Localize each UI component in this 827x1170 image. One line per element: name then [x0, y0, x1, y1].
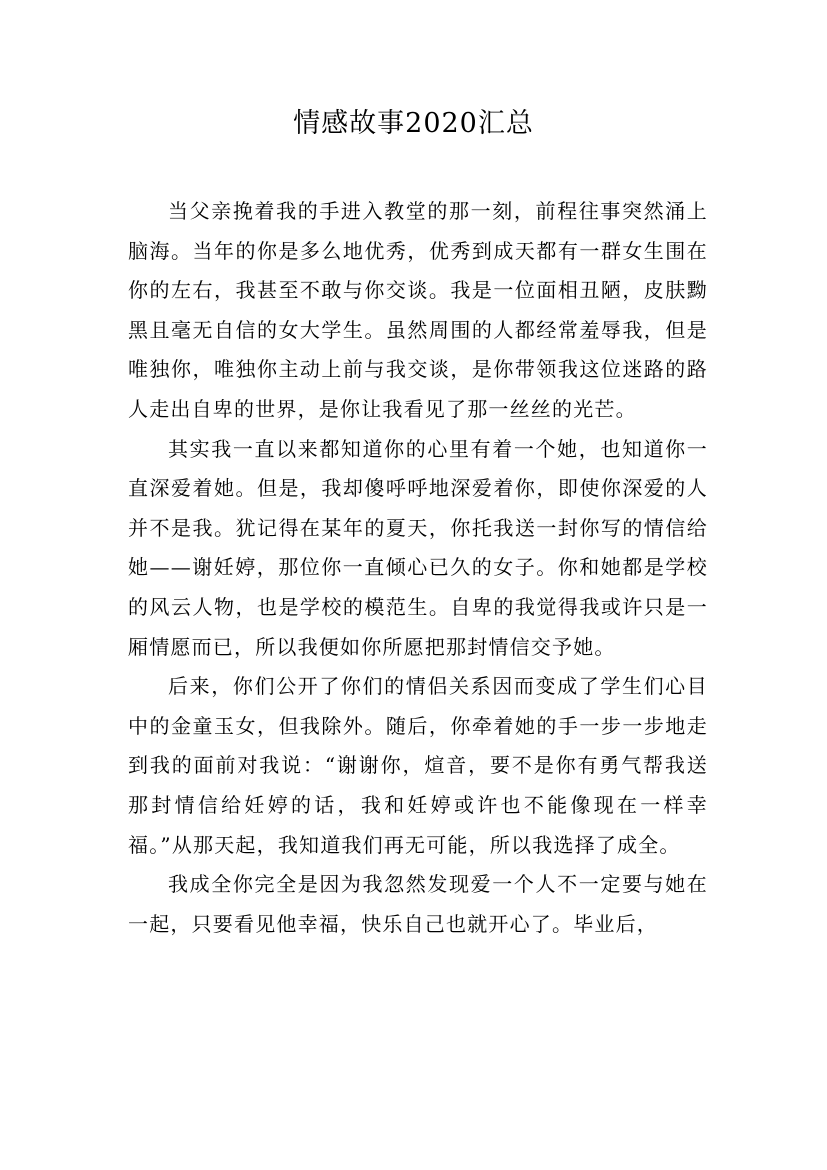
paragraph-4: 我成全你完全是因为我忽然发现爱一个人不一定要与她在一起，只要看见他幸福，快乐自己也就开心了。毕业后， [128, 872, 708, 936]
paragraph-3: 后来，你们公开了你们的情侣关系因而变成了学生们心目中的金童玉女，但我除外。随后，你牵着她的手一步一步地走到我的面前对我说：“谢谢你，煊音，要不是你有勇气帮我送那封情信给妊婷的话，我和妊婷或许也不能像现在一样幸福。”从那天起，我知道我们再无可能，所以我选择了成全。 [128, 674, 708, 857]
document-body [128, 192, 708, 944]
paragraph-1: 当父亲挽着我的手进入教堂的那一刻，前程往事突然涌上脑海。当年的你是多么地优秀，优秀到成天都有一群女生围在你的左右，我甚至不敢与你交谈。我是一位面相丑陋，皮肤黝黑且毫无自信的女大学生。虽然周围的人都经常羞辱我，但是唯独你，唯独你主动上前与我交谈，是你带领我这位迷路的路人走出自卑的世界，是你让我看见了那一丝丝的光芒。 [128, 199, 708, 421]
document-title: 情感故事2020汇总 [293, 108, 534, 139]
paragraph-2: 其实我一直以来都知道你的心里有着一个她，也知道你一直深爱着她。但是，我却傻呼呼地深爱着你，即使你深爱的人并不是我。犹记得在某年的夏天，你托我送一封你写的情信给她——谢妊婷，那位你一直倾心已久的女子。你和她都是学校的风云人物，也是学校的模范生。自卑的我觉得我或许只是一厢情愿而已，所以我便如你所愿把那封情信交予她。 [128, 436, 708, 659]
